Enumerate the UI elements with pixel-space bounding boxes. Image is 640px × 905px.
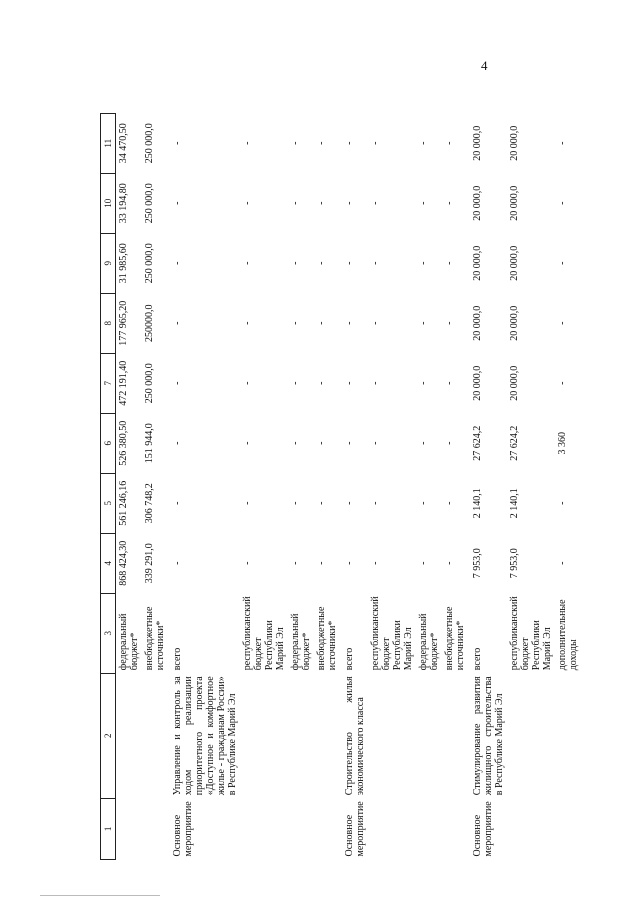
amount-cell: 27 624,2 [509,425,520,461]
amount-cell: - [444,381,455,385]
amount-cell: - [242,261,253,265]
table-row [168,113,240,859]
activity-type-cell [416,798,442,859]
amount-cell: 250 000,0 [144,363,155,404]
funding-source-cell: внебюджетные источники* [444,606,466,671]
amount-cell: - [242,441,253,445]
amount-cell: - [290,441,301,445]
activity-type-cell [368,798,416,859]
amount-cell: 33 194,80 [118,183,129,224]
activity-name-cell [507,673,555,798]
amount-cell: 31 985,60 [118,243,129,284]
funding-source-cell: всего [344,647,355,671]
amount-cell: - [418,381,429,385]
amount-cell: 472 191,40 [118,360,129,406]
funding-source-cell: всего [472,647,483,671]
funding-source-cell: федеральный бюджет* [290,613,312,671]
amount-cell: - [557,501,568,505]
amount-cell: 20 000,0 [509,305,520,341]
amount-cell: 20 000,0 [472,185,483,221]
amount-cell: - [418,501,429,505]
activity-type-cell: Основное мероприятие [472,801,494,857]
page-number: 4 [481,58,488,73]
activity-type-cell: Основное мероприятие [344,801,366,857]
amount-cell: 2 140,1 [509,488,520,519]
activity-name-cell: Стимулирование развития жилищного строительства в Республике Марий Эл [472,676,505,796]
amount-cell: - [172,261,183,265]
amount-cell: 250 000,0 [144,123,155,164]
amount-cell: - [172,321,183,325]
table-row [314,113,340,859]
amount-cell: 20 000,0 [472,305,483,341]
amount-cell: - [344,261,355,265]
column-number-4: 4 [101,533,116,593]
amount-cell: - [290,381,301,385]
table-row [368,113,416,859]
table-row [555,113,581,859]
activity-type-cell [288,798,314,859]
amount-cell: - [370,381,381,385]
funding-source-cell: республиканский бюджет Республики Марий Эл [242,596,286,671]
amount-cell: 868 424,30 [118,540,129,586]
activity-name-cell: Управление и контроль за ходом реализации приоритетного проекта «Доступное и комфортное жилье - гражданам России» в Республике Марий Эл [172,676,238,796]
amount-cell: - [444,501,455,505]
amount-cell: 250000,0 [144,304,155,342]
table-row [416,113,442,859]
amount-cell: - [557,141,568,145]
column-number-9: 9 [101,233,116,293]
footer-line [40,895,160,896]
table-row [142,113,168,859]
amount-cell: - [418,201,429,205]
activity-name-cell [288,673,314,798]
column-number-6: 6 [101,413,116,473]
amount-cell: - [242,501,253,505]
amount-cell: - [344,141,355,145]
amount-cell: - [316,381,327,385]
amount-cell: - [418,321,429,325]
amount-cell: 20 000,0 [472,125,483,161]
funding-source-cell: республиканский бюджет Республики Марий Эл [370,596,414,671]
amount-cell: - [242,381,253,385]
amount-cell: - [418,261,429,265]
amount-cell: - [316,561,327,565]
amount-cell: 27 624,2 [472,425,483,461]
activity-name-cell [116,673,143,798]
amount-cell: - [370,141,381,145]
activity-name-cell [416,673,442,798]
amount-cell: 20 000,0 [472,245,483,281]
activity-name-cell [142,673,168,798]
amount-cell: - [172,561,183,565]
activity-type-cell: Основное мероприятие [172,801,194,857]
amount-cell: - [344,501,355,505]
amount-cell: - [344,381,355,385]
amount-cell: - [316,141,327,145]
amount-cell: - [344,201,355,205]
activity-name-cell [442,673,468,798]
amount-cell: - [557,561,568,565]
amount-cell: 177 965,20 [118,300,129,346]
amount-cell: - [444,561,455,565]
amount-cell: - [172,381,183,385]
amount-cell: - [242,201,253,205]
header-row [101,113,116,859]
activity-name-cell [314,673,340,798]
funding-source-cell: внебюджетные источники* [316,606,338,671]
activity-type-cell [507,798,555,859]
activity-name-cell [240,673,288,798]
activity-name-cell [368,673,416,798]
column-number-11: 11 [101,113,116,173]
amount-cell: 561 246,16 [118,480,129,526]
table-row [507,113,555,859]
column-number-10: 10 [101,173,116,233]
activity-type-cell [116,798,143,859]
amount-cell: 250 000,0 [144,243,155,284]
amount-cell: - [316,501,327,505]
rotated-content [100,20,579,860]
amount-cell: - [370,441,381,445]
amount-cell: - [444,441,455,445]
amount-cell: 7 953,0 [472,548,483,579]
funding-source-cell: дополнительные доходы [557,599,579,671]
column-number-7: 7 [101,353,116,413]
table-row [340,113,368,859]
activity-name-cell [555,673,581,798]
funding-table [100,113,581,860]
table-row [240,113,288,859]
column-number-2: 2 [101,673,116,798]
activity-type-cell [314,798,340,859]
amount-cell: - [444,261,455,265]
funding-source-cell: федеральный бюджет* [418,613,440,671]
amount-cell: - [557,261,568,265]
amount-cell: - [557,381,568,385]
amount-cell: 3 360 [557,432,568,455]
activity-name-cell: Строительство жилья экономического класса [344,676,366,796]
amount-cell: - [316,321,327,325]
amount-cell: - [290,321,301,325]
activity-type-cell [555,798,581,859]
amount-cell: - [370,321,381,325]
amount-cell: - [316,201,327,205]
column-number-3: 3 [101,593,116,673]
amount-cell: - [290,561,301,565]
activity-type-cell [442,798,468,859]
amount-cell: - [418,441,429,445]
amount-cell: 306 748,2 [144,483,155,524]
amount-cell: 20 000,0 [509,365,520,401]
amount-cell: - [344,321,355,325]
amount-cell: - [418,141,429,145]
amount-cell: 20 000,0 [509,185,520,221]
amount-cell: - [290,141,301,145]
amount-cell: 20 000,0 [509,245,520,281]
amount-cell: - [172,501,183,505]
amount-cell: 526 380,50 [118,420,129,466]
amount-cell: 2 140,1 [472,488,483,519]
amount-cell: - [290,201,301,205]
funding-source-cell: внебюджетные источники* [144,606,166,671]
amount-cell: - [444,201,455,205]
amount-cell: - [290,501,301,505]
activity-type-cell [142,798,168,859]
amount-cell: - [444,321,455,325]
amount-cell: - [172,201,183,205]
amount-cell: - [557,321,568,325]
amount-cell: - [418,561,429,565]
amount-cell: - [316,261,327,265]
table-row [468,113,507,859]
amount-cell: 250 000,0 [144,183,155,224]
amount-cell: 7 953,0 [509,548,520,579]
amount-cell: 339 291,0 [144,543,155,584]
amount-cell: 20 000,0 [472,365,483,401]
table-body [116,113,582,859]
amount-cell: - [444,141,455,145]
amount-cell: - [242,141,253,145]
activity-type-cell [240,798,288,859]
funding-source-cell: всего [172,647,183,671]
amount-cell: 151 944,0 [144,423,155,464]
table-row [442,113,468,859]
amount-cell: - [242,561,253,565]
table-row [116,113,143,859]
column-number-1: 1 [101,798,116,859]
amount-cell: - [370,561,381,565]
column-number-8: 8 [101,293,116,353]
amount-cell: - [370,201,381,205]
amount-cell: - [370,261,381,265]
amount-cell: 20 000,0 [509,125,520,161]
amount-cell: - [344,561,355,565]
amount-cell: - [172,141,183,145]
amount-cell: - [242,321,253,325]
amount-cell: - [316,441,327,445]
table-row [288,113,314,859]
amount-cell: - [370,501,381,505]
amount-cell: - [172,441,183,445]
funding-source-cell: республиканский бюджет Республики Марий Эл [509,596,553,671]
amount-cell: - [344,441,355,445]
amount-cell: - [557,201,568,205]
funding-source-cell: федеральный бюджет* [118,613,140,671]
column-number-5: 5 [101,473,116,533]
amount-cell: 34 470,50 [118,123,129,164]
amount-cell: - [290,261,301,265]
